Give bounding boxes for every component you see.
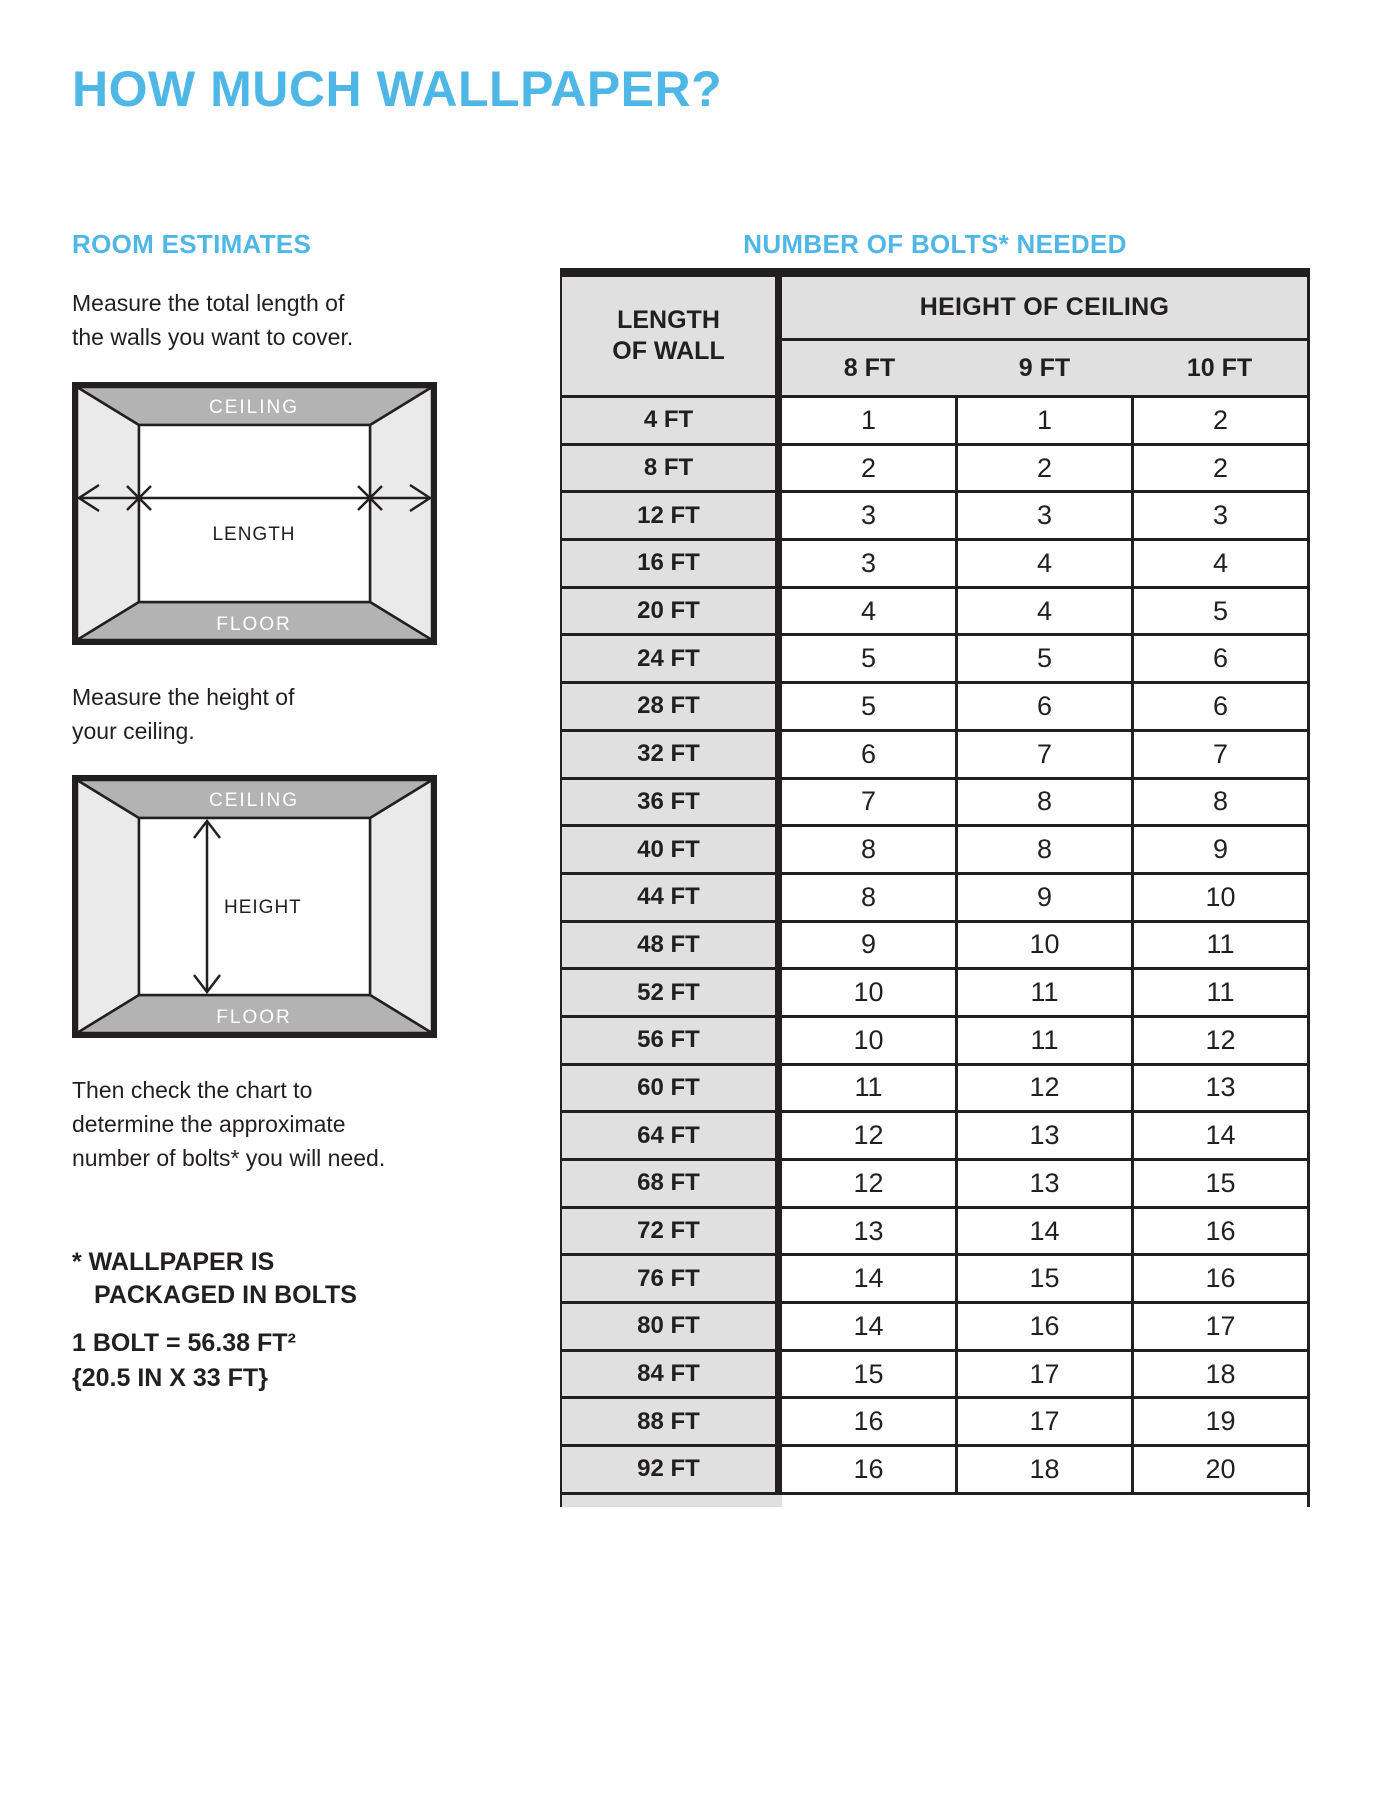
row-header-64-ft: 64 FT — [562, 1113, 782, 1158]
packaged-note-line2: PACKAGED IN BOLTS — [94, 1281, 357, 1309]
floor-label: FLOOR — [216, 614, 292, 635]
bolt-count-cell: 5 — [782, 684, 955, 729]
row-header-48-ft: 48 FT — [562, 923, 782, 968]
packaged-note-line1: * WALLPAPER IS — [72, 1248, 275, 1276]
bolt-count-cell: 1 — [782, 398, 955, 443]
col-header-9ft: 9 FT — [1018, 353, 1071, 382]
bolt-count-cell: 14 — [1131, 1113, 1307, 1158]
table-row — [562, 729, 1307, 777]
bolt-count-cell: 17 — [955, 1399, 1131, 1444]
row-header-36-ft: 36 FT — [562, 780, 782, 825]
table-row — [562, 395, 1307, 443]
bolt-count-cell: 12 — [1131, 1018, 1307, 1063]
table-row — [562, 1063, 1307, 1111]
right-wall-face — [370, 780, 432, 1033]
row-header-84-ft: 84 FT — [562, 1352, 782, 1397]
ceiling-label: CEILING — [208, 397, 300, 418]
bolt-count-cell: 6 — [955, 684, 1131, 729]
check-chart-paragraph — [72, 1073, 385, 1175]
bolt-count-cell: 5 — [782, 636, 955, 681]
table-bottom-tab — [562, 1495, 782, 1507]
bolt-count-cell: 18 — [1131, 1352, 1307, 1397]
bolt-count-cell: 15 — [1131, 1161, 1307, 1206]
bolt-count-cell: 7 — [782, 780, 955, 825]
bolt-count-cell: 2 — [955, 446, 1131, 491]
bolt-count-cell: 11 — [955, 970, 1131, 1015]
bolt-count-cell: 12 — [782, 1161, 955, 1206]
bolt-count-cell: 4 — [955, 589, 1131, 634]
table-row — [562, 920, 1307, 968]
bolt-count-cell: 8 — [955, 780, 1131, 825]
table-row — [562, 1396, 1307, 1444]
table-row — [562, 1301, 1307, 1349]
row-header-24-ft: 24 FT — [562, 636, 782, 681]
bolt-count-cell: 6 — [1131, 684, 1307, 729]
row-header-4-ft: 4 FT — [562, 398, 782, 443]
length-room-diagram — [72, 382, 437, 645]
bolt-count-cell: 17 — [955, 1352, 1131, 1397]
row-header-16-ft: 16 FT — [562, 541, 782, 586]
check-chart-line1: Then check the chart to — [72, 1077, 313, 1103]
bolt-count-cell: 12 — [782, 1113, 955, 1158]
row-header-52-ft: 52 FT — [562, 970, 782, 1015]
table-row — [562, 1110, 1307, 1158]
measure-length-line1: Measure the total length of — [72, 290, 345, 316]
row-header-76-ft: 76 FT — [562, 1256, 782, 1301]
table-row — [562, 1015, 1307, 1063]
bolt-count-cell: 17 — [1131, 1304, 1307, 1349]
bolt-count-cell: 12 — [955, 1066, 1131, 1111]
col-header-10ft: 10 FT — [1186, 353, 1253, 382]
bolt-size-note — [72, 1326, 296, 1396]
bolt-count-cell: 9 — [955, 875, 1131, 920]
room-estimates-heading: ROOM ESTIMATES — [72, 229, 312, 259]
left-wall-face — [77, 780, 139, 1033]
bolt-count-cell: 15 — [955, 1256, 1131, 1301]
bolt-count-cell: 7 — [955, 732, 1131, 777]
bolt-count-cell: 16 — [782, 1447, 955, 1492]
measure-length-line2: the walls you want to cover. — [72, 324, 354, 350]
table-row — [562, 967, 1307, 1015]
floor-label: FLOOR — [216, 1007, 292, 1028]
bolt-count-cell: 16 — [955, 1304, 1131, 1349]
measure-height-line1: Measure the height of — [72, 684, 295, 710]
row-header-72-ft: 72 FT — [562, 1209, 782, 1254]
ceiling-height-subheaders — [782, 341, 1307, 395]
bolt-count-cell: 11 — [955, 1018, 1131, 1063]
row-header-40-ft: 40 FT — [562, 827, 782, 872]
bolt-count-cell: 9 — [782, 923, 955, 968]
table-row — [562, 443, 1307, 491]
row-header-92-ft: 92 FT — [562, 1447, 782, 1492]
bolt-size-line1: 1 BOLT = 56.38 FT² — [72, 1329, 296, 1357]
bolt-count-cell: 5 — [1131, 589, 1307, 634]
length-of-wall-line2: OF WALL — [612, 337, 725, 365]
bolt-count-cell: 19 — [1131, 1399, 1307, 1444]
row-header-20-ft: 20 FT — [562, 589, 782, 634]
bolt-size-line2: {20.5 IN X 33 FT} — [72, 1364, 268, 1392]
bolt-count-cell: 3 — [1131, 493, 1307, 538]
bolt-count-cell: 11 — [1131, 970, 1307, 1015]
length-of-wall-header — [562, 277, 782, 395]
bolt-count-cell: 20 — [1131, 1447, 1307, 1492]
row-header-8-ft: 8 FT — [562, 446, 782, 491]
check-chart-line3: number of bolts* you will need. — [72, 1145, 386, 1171]
bolt-count-cell: 3 — [782, 541, 955, 586]
bolt-count-cell: 11 — [1131, 923, 1307, 968]
bolt-count-cell: 8 — [782, 827, 955, 872]
bolts-table — [560, 268, 1310, 1507]
bolt-count-cell: 14 — [782, 1304, 955, 1349]
bolt-count-cell: 6 — [1131, 636, 1307, 681]
row-header-32-ft: 32 FT — [562, 732, 782, 777]
bolt-count-cell: 13 — [955, 1161, 1131, 1206]
table-row — [562, 538, 1307, 586]
page-title: HOW MUCH WALLPAPER? — [72, 61, 723, 117]
bolts-needed-heading: NUMBER OF BOLTS* NEEDED — [743, 229, 1127, 259]
row-header-80-ft: 80 FT — [562, 1304, 782, 1349]
table-row — [562, 1349, 1307, 1397]
bolt-count-cell: 2 — [1131, 446, 1307, 491]
table-header — [562, 277, 1307, 395]
bolt-count-cell: 8 — [782, 875, 955, 920]
table-row — [562, 1444, 1307, 1492]
table-row — [562, 681, 1307, 729]
bolt-count-cell: 13 — [955, 1113, 1131, 1158]
bolt-count-cell: 2 — [1131, 398, 1307, 443]
bolt-count-cell: 6 — [782, 732, 955, 777]
table-row — [562, 1206, 1307, 1254]
bolt-count-cell: 13 — [1131, 1066, 1307, 1111]
ceiling-header-group — [782, 277, 1307, 395]
table-row — [562, 490, 1307, 538]
measure-height-paragraph — [72, 680, 294, 748]
ceiling-label: CEILING — [208, 790, 300, 811]
table-row — [562, 777, 1307, 825]
bolt-count-cell: 11 — [782, 1066, 955, 1111]
table-row — [562, 586, 1307, 634]
row-header-56-ft: 56 FT — [562, 1018, 782, 1063]
measure-length-paragraph — [72, 286, 353, 354]
bolt-count-cell: 16 — [1131, 1209, 1307, 1254]
bolt-count-cell: 16 — [782, 1399, 955, 1444]
bolt-count-cell: 15 — [782, 1352, 955, 1397]
left-wall-face — [77, 387, 139, 640]
table-body — [562, 395, 1307, 1495]
row-header-68-ft: 68 FT — [562, 1161, 782, 1206]
bolt-count-cell: 18 — [955, 1447, 1131, 1492]
bolt-count-cell: 9 — [1131, 827, 1307, 872]
measure-height-line2: your ceiling. — [72, 718, 195, 744]
bolt-count-cell: 8 — [955, 827, 1131, 872]
bolt-count-cell: 10 — [782, 1018, 955, 1063]
row-header-12-ft: 12 FT — [562, 493, 782, 538]
table-row — [562, 1158, 1307, 1206]
bolt-count-cell: 1 — [955, 398, 1131, 443]
bolt-count-cell: 3 — [955, 493, 1131, 538]
table-row — [562, 872, 1307, 920]
check-chart-line2: determine the approximate — [72, 1111, 346, 1137]
bolt-count-cell: 10 — [955, 923, 1131, 968]
bolt-count-cell: 4 — [955, 541, 1131, 586]
bolt-count-cell: 5 — [955, 636, 1131, 681]
row-header-88-ft: 88 FT — [562, 1399, 782, 1444]
bolt-count-cell: 13 — [782, 1209, 955, 1254]
table-row — [562, 824, 1307, 872]
bolt-count-cell: 16 — [1131, 1256, 1307, 1301]
back-wall-face — [139, 425, 370, 602]
packaged-in-bolts-note — [72, 1246, 357, 1312]
bolt-count-cell: 10 — [1131, 875, 1307, 920]
table-row — [562, 633, 1307, 681]
row-header-60-ft: 60 FT — [562, 1066, 782, 1111]
bolt-count-cell: 3 — [782, 493, 955, 538]
bolt-count-cell: 4 — [782, 589, 955, 634]
col-header-8ft: 8 FT — [843, 353, 896, 382]
length-of-wall-line1: LENGTH — [617, 306, 720, 334]
bolt-count-cell: 14 — [782, 1256, 955, 1301]
table-top-rule — [560, 268, 1310, 277]
bolt-count-cell: 4 — [1131, 541, 1307, 586]
height-dimension-label: HEIGHT — [224, 897, 302, 918]
right-wall-face — [370, 387, 432, 640]
bolt-count-cell: 7 — [1131, 732, 1307, 777]
bolt-count-cell: 8 — [1131, 780, 1307, 825]
row-header-44-ft: 44 FT — [562, 875, 782, 920]
table-row — [562, 1253, 1307, 1301]
height-room-diagram — [72, 775, 437, 1038]
bolt-count-cell: 14 — [955, 1209, 1131, 1254]
row-header-28-ft: 28 FT — [562, 684, 782, 729]
bolt-count-cell: 2 — [782, 446, 955, 491]
height-of-ceiling-header: HEIGHT OF CEILING — [782, 277, 1307, 341]
bolt-count-cell: 10 — [782, 970, 955, 1015]
length-dimension-label: LENGTH — [212, 524, 296, 545]
